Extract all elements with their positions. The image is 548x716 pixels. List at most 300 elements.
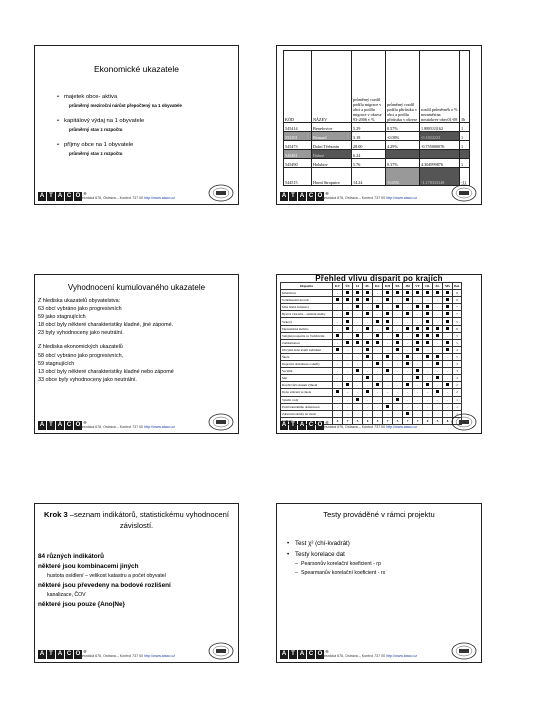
square-marker-icon — [396, 305, 399, 308]
square-marker-icon — [426, 341, 429, 344]
disparity-name: Ekonomická aktivita — [281, 325, 333, 332]
marker-cell — [373, 318, 383, 325]
table-cell: 6 — [363, 417, 373, 424]
marker-cell — [423, 318, 433, 325]
list-item — [57, 142, 230, 156]
square-marker-icon — [366, 312, 369, 315]
table-cell: - — [393, 297, 403, 304]
table-cell: Benešovice — [312, 123, 352, 132]
table-cell: - — [373, 290, 383, 297]
table-cell: - — [343, 304, 353, 311]
footer-text — [322, 654, 417, 658]
slide-step3 — [34, 503, 239, 663]
registered-mark: ® — [325, 420, 329, 425]
square-marker-icon — [416, 334, 419, 337]
square-marker-icon — [356, 305, 359, 308]
marker-cell — [433, 375, 443, 382]
table-cell: - — [363, 410, 373, 417]
table-cell: - — [363, 382, 373, 389]
square-marker-icon — [346, 327, 349, 330]
col-header: MS — [443, 283, 453, 290]
table-cell: - — [433, 403, 443, 410]
marker-cell — [363, 375, 373, 382]
table-cell: - — [343, 361, 353, 368]
table-cell: - — [343, 375, 353, 382]
square-marker-icon — [336, 390, 339, 393]
square-marker-icon — [386, 291, 389, 294]
indicator-list — [57, 94, 230, 166]
table-cell: 5.29 — [352, 123, 386, 132]
square-marker-icon — [376, 362, 379, 365]
square-marker-icon — [416, 376, 419, 379]
marker-cell — [443, 311, 453, 318]
table-cell: - — [383, 346, 393, 353]
square-marker-icon — [416, 327, 419, 330]
square-marker-icon — [406, 362, 409, 365]
square-marker-icon — [376, 334, 379, 337]
table-cell: - — [393, 410, 403, 417]
table-cell: - — [333, 304, 343, 311]
table-cell: - — [443, 375, 453, 382]
table-cell: - — [333, 318, 343, 325]
marker-cell — [423, 304, 433, 311]
table-cell: - — [433, 304, 443, 311]
table-cell: - — [353, 353, 363, 360]
table-cell: 545473 — [284, 141, 312, 150]
marker-cell — [403, 311, 413, 318]
score-cell: 1 — [453, 403, 462, 410]
table-cell: - — [363, 361, 373, 368]
marker-cell — [333, 346, 343, 353]
table-cell: 5 — [393, 417, 403, 424]
table-cell: - — [413, 318, 423, 325]
disparity-name: Bytová výstavba – zatížení služby — [281, 311, 333, 318]
marker-cell — [433, 290, 443, 297]
disparity-name: Vzdělanostní úroveň — [281, 297, 333, 304]
score-cell: 5 — [453, 318, 462, 325]
square-marker-icon — [356, 341, 359, 344]
footer-address: Lesnická 676, Ostrava – Kontrol 737 00 — [322, 425, 387, 429]
square-marker-icon — [426, 291, 429, 294]
square-marker-icon — [376, 305, 379, 308]
col-header: Disparita — [281, 283, 333, 290]
logo-letter: A — [57, 193, 63, 199]
square-marker-icon — [426, 383, 429, 386]
table-cell: - — [343, 389, 353, 396]
square-marker-icon — [416, 305, 419, 308]
table-cell: - — [413, 311, 423, 318]
table-cell: - — [343, 396, 353, 403]
table-cell: -0.1822223 — [420, 132, 460, 141]
table-cell: 545481 — [284, 150, 312, 159]
square-marker-icon — [336, 298, 339, 301]
square-marker-icon — [446, 305, 449, 308]
slide-title — [35, 509, 238, 531]
table-cell: - — [403, 318, 413, 325]
table-cell: - — [413, 361, 423, 368]
table-cell: - — [383, 339, 393, 346]
slide-body — [38, 297, 235, 384]
table-cell: - — [383, 361, 393, 368]
footer-text — [80, 196, 175, 200]
bold-line: některé jsou kombinacemi jiných — [38, 563, 139, 570]
square-marker-icon — [426, 327, 429, 330]
table-cell: 8 — [443, 417, 453, 424]
table-row — [284, 168, 470, 186]
marker-cell — [343, 297, 353, 304]
slide-footer — [35, 186, 238, 204]
table-cell: Horní Stropnice — [312, 168, 352, 186]
square-marker-icon — [356, 398, 359, 401]
table-row — [281, 332, 462, 339]
square-marker-icon — [446, 312, 449, 315]
table-cell: - — [383, 396, 393, 403]
marker-cell — [403, 382, 413, 389]
title-bold: Krok 3 — [44, 510, 68, 519]
square-marker-icon — [406, 355, 409, 358]
table-cell: - — [353, 389, 363, 396]
col-header: PA — [393, 283, 403, 290]
logo-letter: A — [281, 422, 287, 428]
footer-address: Lesnická 676, Ostrava – Kontrol 737 00 — [322, 654, 387, 658]
square-marker-icon — [346, 312, 349, 315]
table-cell: 14.24 — [352, 168, 386, 186]
square-marker-icon — [376, 383, 379, 386]
square-marker-icon — [386, 312, 389, 315]
logo-letter: T — [289, 421, 297, 430]
disparity-name: Veřejná prosperita ve Vzdělávání — [281, 332, 333, 339]
marker-cell — [343, 290, 353, 297]
table-cell — [460, 150, 470, 159]
detail-line: hustota osídlení – velikost katastru a počet obyvatel — [47, 573, 166, 579]
table-cell: - — [353, 311, 363, 318]
footer-text — [322, 425, 417, 429]
table-cell: -0.65% — [386, 168, 420, 186]
marker-cell — [383, 311, 393, 318]
marker-cell — [423, 339, 433, 346]
bold-line: některé jsou převedeny na bodové rozlišení — [38, 582, 171, 589]
slide-cumulative-evaluation — [34, 274, 239, 434]
marker-cell — [443, 304, 453, 311]
slide-footer — [277, 415, 481, 433]
table-cell: - — [433, 382, 443, 389]
table-cell: - — [333, 403, 343, 410]
table-cell: - — [363, 332, 373, 339]
table-cell: - — [353, 382, 363, 389]
table-cell: - — [343, 410, 353, 417]
col-header: NÁZEV — [312, 51, 352, 123]
table-cell: 7 — [403, 417, 413, 424]
table-cell: 5 — [373, 417, 383, 424]
table-cell: - — [433, 297, 443, 304]
marker-cell — [403, 325, 413, 332]
table-cell: - — [413, 403, 423, 410]
col-header: KC — [373, 283, 383, 290]
square-marker-icon — [366, 298, 369, 301]
table-cell: 4.29% — [386, 141, 420, 150]
slide-footer — [35, 644, 238, 662]
table-cell: - — [333, 396, 343, 403]
marker-cell — [383, 403, 393, 410]
table-cell: - — [433, 396, 443, 403]
table-cell: -1.178333348 — [420, 168, 460, 186]
footer-text — [80, 654, 175, 658]
table-row — [281, 290, 462, 297]
square-marker-icon — [426, 320, 429, 323]
table-header-row — [284, 51, 470, 123]
square-marker-icon — [396, 341, 399, 344]
table-cell: - — [423, 396, 433, 403]
square-marker-icon — [436, 291, 439, 294]
table-row — [284, 123, 470, 132]
square-marker-icon — [366, 376, 369, 379]
table-cell: - — [393, 382, 403, 389]
table-cell: - — [373, 353, 383, 360]
table-row — [281, 361, 462, 368]
marker-cell — [353, 290, 363, 297]
marker-cell — [433, 332, 443, 339]
bullet-text: • majetek obce- aktiva — [57, 94, 230, 100]
marker-cell — [373, 361, 383, 368]
disparity-name: Sítě — [281, 375, 333, 382]
square-marker-icon — [346, 298, 349, 301]
marker-cell — [373, 304, 383, 311]
square-marker-icon — [386, 405, 389, 408]
table-row — [281, 396, 462, 403]
table-cell: 7 — [383, 417, 393, 424]
table-cell: 1 — [460, 132, 470, 141]
disparity-name: Podíl naturálního domácnosti — [281, 403, 333, 410]
table-cell: - — [383, 375, 393, 382]
square-marker-icon — [426, 312, 429, 315]
table-cell: - — [343, 353, 353, 360]
table-cell: - — [333, 375, 343, 382]
table-row — [281, 318, 462, 325]
marker-cell — [423, 382, 433, 389]
footer-url: http://www.ataco.cz — [144, 654, 176, 658]
slide-body — [287, 538, 475, 578]
slide-title: Vyhodnocení kumulovaného ukazatele — [67, 283, 206, 292]
table-cell: 545414 — [284, 123, 312, 132]
square-marker-icon — [376, 341, 379, 344]
sub-bullet-text: – Pearsonův korelační koeficient - rp — [287, 560, 475, 569]
marker-cell — [443, 382, 453, 389]
footer-address: Lesnická 676, Ostrava – Kontrol 737 00 — [80, 196, 145, 200]
square-marker-icon — [426, 355, 429, 358]
table-cell: - — [443, 368, 453, 375]
marker-cell — [363, 389, 373, 396]
table-cell: - — [393, 375, 403, 382]
marker-cell — [383, 353, 393, 360]
certification-seal-icon — [207, 413, 235, 431]
table-cell: - — [433, 368, 443, 375]
marker-cell — [343, 382, 353, 389]
marker-cell — [443, 325, 453, 332]
col-header: průměrný rozdíl podílu migrace v obci a podílu migrace v okrese 93-2006 v % — [352, 51, 386, 123]
table-cell: - — [413, 353, 423, 360]
title-rest: –seznam indikátorů, statistickému vyhodnocení závislostí. — [67, 510, 229, 530]
disparity-name: Kmatčnost — [281, 290, 333, 297]
table-cell: - — [413, 389, 423, 396]
table-cell: - — [403, 304, 413, 311]
table-cell: - — [433, 410, 443, 417]
sub-text: průměrný stav z rozpočtu — [69, 151, 123, 156]
table-cell: - — [363, 318, 373, 325]
footer-text — [322, 196, 417, 200]
table-cell: - — [383, 389, 393, 396]
logo-letter: C — [66, 422, 72, 428]
footer-text — [80, 425, 175, 429]
table-cell: - — [393, 361, 403, 368]
table-cell: - — [333, 325, 343, 332]
marker-cell — [413, 332, 423, 339]
marker-cell — [423, 290, 433, 297]
registered-mark: ® — [83, 649, 87, 654]
table-cell: 0.57% — [386, 123, 420, 132]
table-cell: - — [423, 389, 433, 396]
marker-cell — [413, 304, 423, 311]
marker-cell — [393, 290, 403, 297]
table-cell: - — [373, 396, 383, 403]
certification-seal-icon — [450, 184, 478, 202]
table-row — [281, 339, 462, 346]
table-cell: - — [333, 368, 343, 375]
table-cell: - — [333, 353, 343, 360]
table-cell: - — [333, 382, 343, 389]
table-row — [281, 382, 462, 389]
detail-line: kanalizace, ČOV — [47, 592, 86, 598]
table-cell: - — [393, 325, 403, 332]
square-marker-icon — [436, 390, 439, 393]
footer-url: http://www.ataco.cz — [386, 196, 418, 200]
table-cell: - — [423, 410, 433, 417]
text-line: Z hlediska ukazatelů obyvatelstva: — [38, 298, 121, 304]
marker-cell — [383, 318, 393, 325]
score-cell: 3 — [453, 361, 462, 368]
logo-letter: C — [308, 651, 314, 657]
table-cell: - — [343, 346, 353, 353]
table-cell: - — [423, 368, 433, 375]
square-marker-icon — [356, 334, 359, 337]
marker-cell — [353, 332, 363, 339]
table-cell: - — [423, 361, 433, 368]
text-line: 58 obcí vybráno jako progresivních, — [38, 352, 124, 359]
square-marker-icon — [406, 312, 409, 315]
square-marker-icon — [346, 341, 349, 344]
registered-mark: ® — [83, 191, 87, 196]
table-cell: - — [373, 389, 383, 396]
table-cell: - — [443, 361, 453, 368]
table-cell: 3.18 — [352, 132, 386, 141]
table-row — [281, 368, 462, 375]
marker-cell — [423, 353, 433, 360]
score-cell: 2 — [453, 389, 462, 396]
col-header: VY — [413, 283, 423, 290]
footer-url: http://www.ataco.cz — [144, 196, 176, 200]
table-cell: -0.755000076 — [420, 141, 460, 150]
text-line: 59 stagnujících — [38, 360, 75, 367]
table-row — [281, 346, 462, 353]
footer-url: http://www.ataco.cz — [144, 425, 176, 429]
table-cell: - — [423, 346, 433, 353]
registered-mark: ® — [83, 420, 87, 425]
square-marker-icon — [336, 334, 339, 337]
square-marker-icon — [376, 320, 379, 323]
slide-footer — [277, 644, 481, 662]
square-marker-icon — [356, 298, 359, 301]
square-marker-icon — [346, 383, 349, 386]
marker-cell — [433, 389, 443, 396]
logo-letter: T — [289, 650, 297, 659]
footer-address: Lesnická 676, Ostrava – Kontrol 737 00 — [80, 654, 145, 658]
square-marker-icon — [416, 291, 419, 294]
score-cell: 5 — [453, 353, 462, 360]
square-marker-icon — [446, 341, 449, 344]
table-cell: - — [383, 304, 393, 311]
logo-letter: T — [47, 421, 55, 430]
table-cell: 7 — [343, 417, 353, 424]
logo-letter: O — [75, 422, 81, 428]
square-marker-icon — [406, 298, 409, 301]
table-row — [281, 297, 462, 304]
square-marker-icon — [356, 291, 359, 294]
disparity-name: Věkový — [281, 318, 333, 325]
table-cell: - — [353, 403, 363, 410]
square-marker-icon — [436, 362, 439, 365]
marker-cell — [413, 375, 423, 382]
footer-url: http://www.ataco.cz — [386, 654, 418, 658]
table-cell: - — [433, 346, 443, 353]
slide-title: Testy prováděné v rámci projektu — [323, 510, 435, 519]
score-cell: 6 — [453, 297, 462, 304]
table-cell: - — [403, 368, 413, 375]
table-cell: - — [333, 410, 343, 417]
logo-letter: C — [66, 651, 72, 657]
table-cell — [420, 150, 460, 159]
table-cell: Bernard — [312, 132, 352, 141]
table-cell: - — [353, 375, 363, 382]
marker-cell — [393, 346, 403, 353]
table-row — [281, 403, 462, 410]
logo-letter: A — [281, 193, 287, 199]
square-marker-icon — [446, 320, 449, 323]
square-marker-icon — [346, 320, 349, 323]
marker-cell — [363, 311, 373, 318]
square-marker-icon — [366, 355, 369, 358]
table-cell: - — [413, 382, 423, 389]
footer-address: Lesnická 676, Ostrava – Kontrol 737 00 — [322, 196, 387, 200]
table-cell — [386, 150, 420, 159]
table-cell: -0.08% — [386, 132, 420, 141]
marker-cell — [343, 318, 353, 325]
score-cell: 8 — [453, 290, 462, 297]
marker-cell — [443, 297, 453, 304]
table-cell: - — [423, 403, 433, 410]
col-header: ÚS — [343, 283, 353, 290]
table-cell: 5 — [353, 417, 363, 424]
disparity-name: Míra hrubé bohatství — [281, 304, 333, 311]
col-header: KÓD — [284, 51, 312, 123]
square-marker-icon — [446, 348, 449, 351]
table-cell: - — [443, 332, 453, 339]
table-cell: - — [443, 396, 453, 403]
slide-footer — [35, 415, 238, 433]
table-cell: 1.888333162 — [420, 123, 460, 132]
logo-letter: A — [281, 651, 287, 657]
disparity-table — [280, 282, 462, 425]
logo-letter: O — [317, 193, 323, 199]
table-cell: - — [373, 368, 383, 375]
